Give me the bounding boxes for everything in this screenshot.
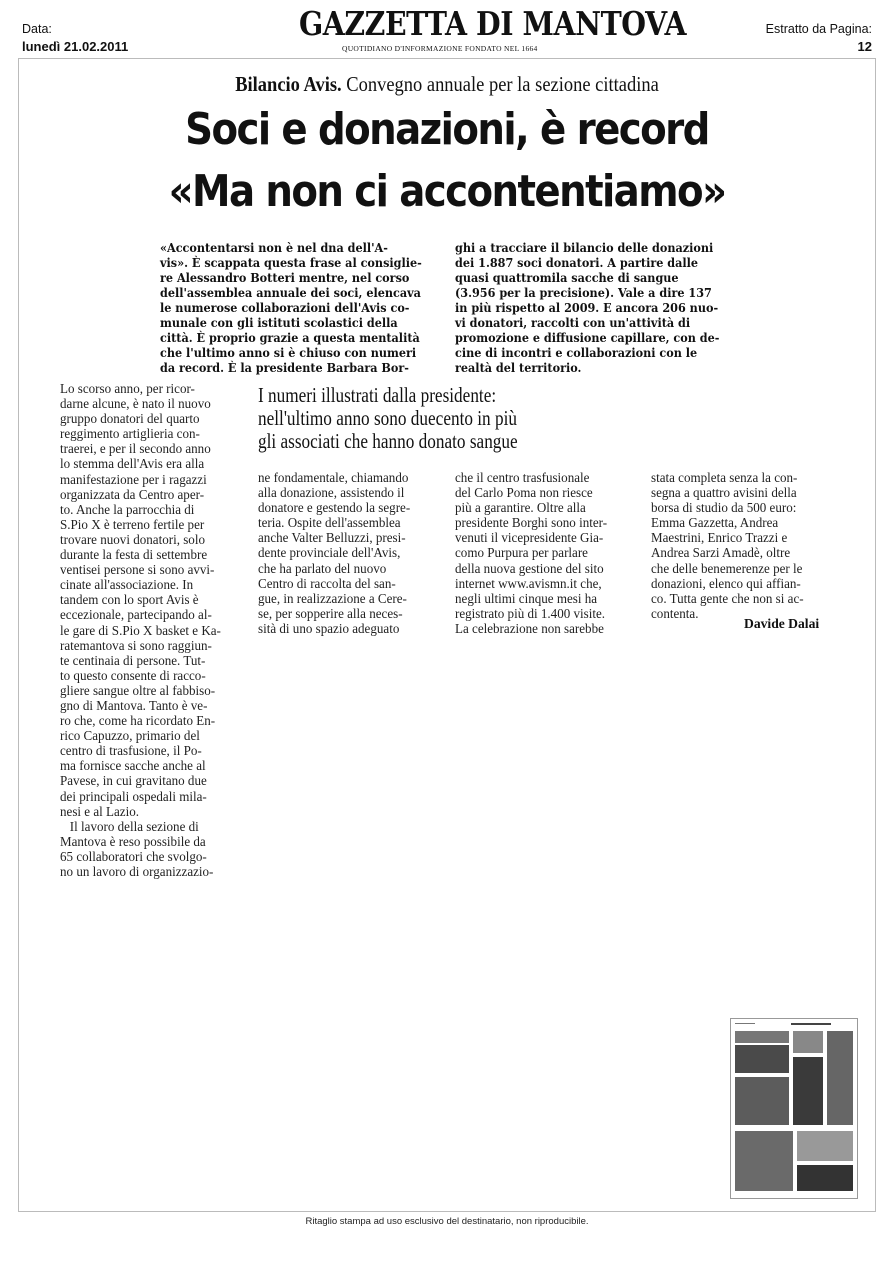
lead-column-right: ghi a tracciare il bilancio delle donazioni dei 1.887 soci donatori. A partire dalle quasi quattromila sacche di sangue (3.956 per la precisione). Vale a dire 137 in più rispetto al 2009. E ancora 206 nuo- vi donatori, raccolti con un'attività di promozione e diffusione capillare, con de- cine di incontri e collaborazioni con le realtà del territorio. [455, 241, 720, 375]
subheadline: I numeri illustrati dalla presidente: nell'ultimo anno sono duecento in più gli associati che hanno donato sangue [258, 383, 518, 453]
body-column-3: che il centro trasfusionale del Carlo Poma non riesce più a garantire. Oltre alla presidente Borghi sono inter- venuti il vicepresidente Gia- como Purpura per parlare della nuova gestione del sito internet www.avismn.it che, negli ultimi cinque mesi ha registrato più di 1.400 visite. La celebrazione non sarebbe [455, 470, 608, 636]
date-value: lunedì 21.02.2011 [22, 39, 129, 54]
kicker-topic: Bilancio Avis. [235, 72, 342, 96]
date-label: Data: [22, 22, 52, 36]
body-column-2: ne fondamentale, chiamando alla donazione, assistendo il donatore e gestendo la segre- teria. Ospite dell'assemblea anche Valter Belluzzi, presi- dente provinciale dell'Avis, che ha parlato del nuovo Centro di raccolta del san- gue, in realizzazione a Cere- se, per sopperire alla neces- sità di uno spazio adeguato [258, 470, 411, 636]
body-column-4: stata completa senza la con- segna a quattro avisini della borsa di studio da 500 euro: Emma Gazzetta, Andrea Maestrini, Enrico Trazzi e Andrea Sarzi Amadè, oltre che delle benemerenze per le donazioni, elenco qui affian- co. Tutta gente che non si ac- contenta. [651, 470, 804, 621]
copyright-notice: Ritaglio stampa ad uso esclusivo del destinatario, non riproducibile. [305, 1216, 589, 1227]
body-column-1: Lo scorso anno, per ricor- darne alcune, è nato il nuovo gruppo donatori del quarto reggimento artiglieria con- traerei, e per il secondo anno lo stemma dell'Avis era alla manifestazione per i ragazzi organizzata da Centro aper- to. Anche la parrocchia di S.Pio X è terreno fertile per trovare nuovi donatori, solo durante la festa di settembre ventisei persone si sono avvi- cinate all'associazione. In tandem con lo sport Avis è eccezionale, partecipando al- le gare di S.Pio X basket e Ka- ratemantova si sono raggiun- te centinaia di persone. Tut- to questo consente di racco- gliere sangue oltre al fabbiso- gno di Mantova. Tanto è ve- ro che, come ha ricordato En- rico Capuzzo, primario del centro di trasfusione, il Po- ma fornisce sacche anche al Pavese, in cui gravitano due dei principali ospedali mila- nesi e al Lazio. Il lavoro della sezione di Mantova è reso possibile da 65 collaboratori che svolgo- no un lavoro di organizzazio- [60, 381, 221, 879]
masthead-subtitle: QUOTIDIANO D'INFORMAZIONE FONDATO NEL 1664 [342, 44, 538, 53]
page-thumbnail-image [730, 1018, 858, 1199]
page-number: 12 [857, 39, 872, 54]
masthead-logo: GAZZETTA DI MANTOVA [299, 4, 687, 43]
author-signature: Davide Dalai [744, 616, 820, 631]
lead-column-left: «Accontentarsi non è nel dna dell'A- vis». È scappata questa frase al consiglie- re Alessandro Botteri mentre, nel corso dell'assemblea annuale dei soci, elencava le numerose collaborazioni dell'Avis co- munale con gli istituti scolastici della città. È proprio grazie a questa mentalità che l'ultimo anno si è chiuso con numeri da record. È la presidente Barbara Bor- [160, 241, 422, 375]
kicker-text: Convegno annuale per la sezione cittadina [341, 72, 659, 96]
article-kicker [54, 72, 841, 97]
headline-line-2: «Ma non ci accontentiamo» [168, 166, 726, 217]
headline-line-1: Soci e donazioni, è record [185, 104, 709, 155]
page-label: Estratto da Pagina: [765, 22, 872, 36]
